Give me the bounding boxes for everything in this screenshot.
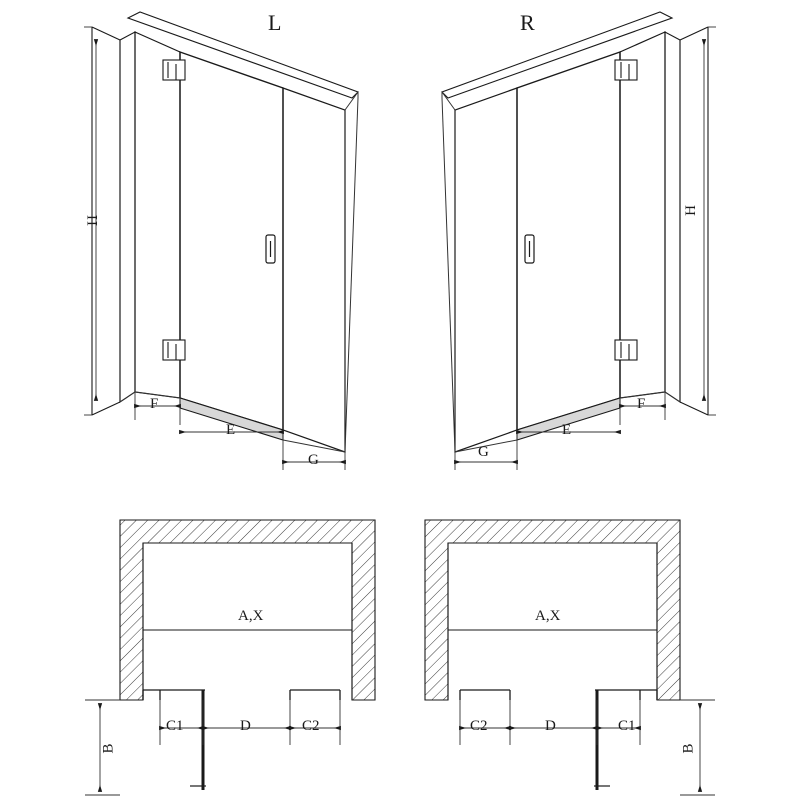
plan-left-wall-label: A,X [238, 608, 264, 624]
title-right: R [520, 10, 535, 35]
plan-right-dim-d: D [545, 718, 556, 734]
plan-right-depth-label: B [680, 743, 697, 754]
title-left: L [268, 10, 282, 35]
plan-right-wall-label: A,X [535, 608, 561, 624]
plan-left-dim-c2: C2 [302, 718, 320, 734]
plan-left [85, 520, 375, 795]
elevation-left-dim-e: E [226, 422, 236, 438]
plan-right-dim-c2: C2 [470, 718, 488, 734]
elevation-right-height-label: H [682, 205, 699, 216]
plan-left-dim-c1: C1 [166, 718, 184, 734]
elevation-right [442, 12, 716, 470]
elevation-left-height-label: H [84, 215, 101, 226]
elevation-right-dim-e: E [562, 422, 572, 438]
plan-left-depth-label: B [100, 743, 117, 754]
plan-right-dim-c1: C1 [618, 718, 636, 734]
elevation-right-dim-f: F [637, 396, 646, 412]
plan-left-dim-d: D [240, 718, 251, 734]
elevation-left [84, 12, 358, 470]
elevation-right-dim-g: G [478, 444, 489, 460]
elevation-left-dim-g: G [308, 452, 319, 468]
plan-right [425, 520, 715, 795]
elevation-left-dim-f: F [150, 396, 159, 412]
